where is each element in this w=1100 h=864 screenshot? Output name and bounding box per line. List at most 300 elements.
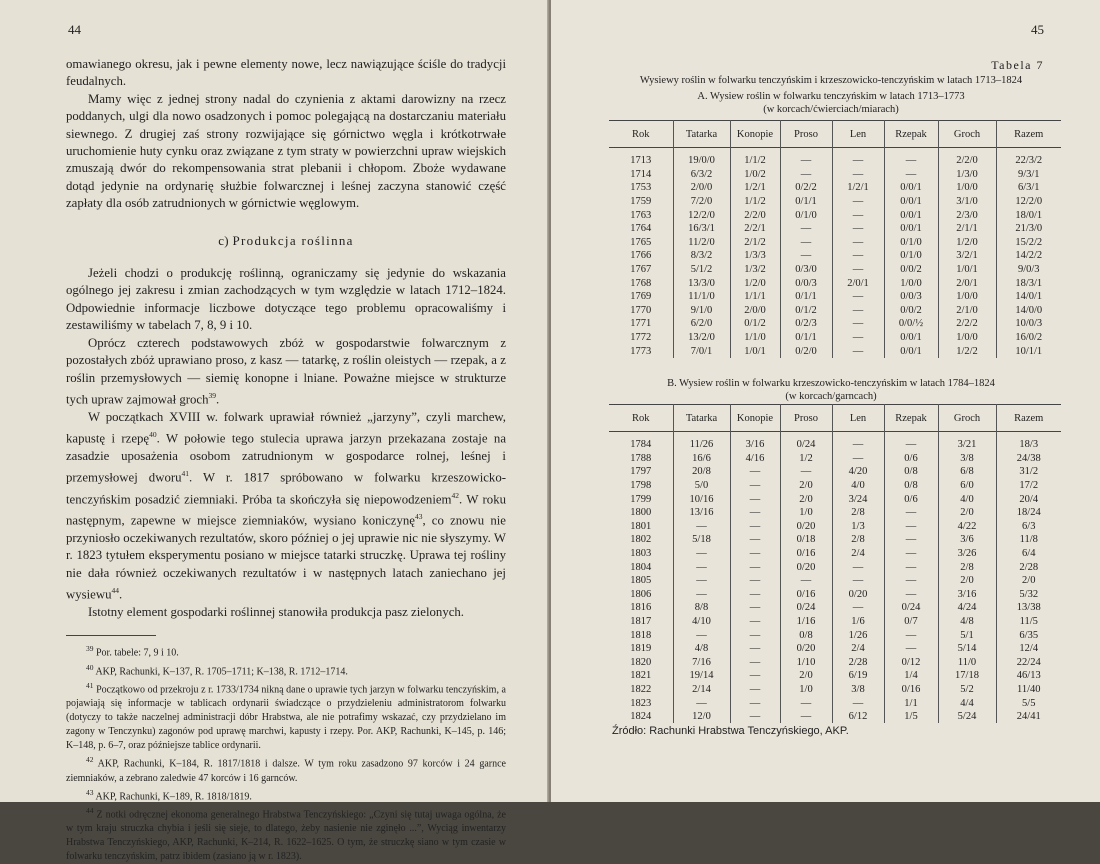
table-a-cell: 0/1/2 <box>730 317 780 331</box>
table-b-cell: — <box>884 533 938 547</box>
table-b-cell: 0/24 <box>780 432 832 452</box>
table-a-cell: 1/3/2 <box>730 263 780 277</box>
section-a-caption: A. Wysiew roślin w folwarku tenczyńskim w latach 1713–1773 <box>697 91 965 102</box>
table-b-cell: 11/26 <box>673 432 730 452</box>
table-b-cell: — <box>730 628 780 642</box>
table-a-cell: — <box>832 344 884 358</box>
table-b-cell: 18/3 <box>1019 439 1039 451</box>
table-a-cell: 1/2/1 <box>730 181 780 195</box>
table-a-cell: 0/0/2 <box>884 263 938 277</box>
table-row <box>609 290 1061 304</box>
table-a-cell: 1764 <box>609 222 673 236</box>
table-a-cell: 2/1/1 <box>938 222 996 236</box>
table-row <box>609 574 1061 588</box>
table-b-cell: 17/2 <box>1019 480 1039 492</box>
table-a-cell: — <box>832 317 884 331</box>
table-b-cell: 0/20 <box>780 560 832 574</box>
table-a-cell: — <box>884 148 938 168</box>
table-a-cell: 1769 <box>609 290 673 304</box>
table-a-cell: — <box>832 236 884 250</box>
table-a-cell: 6/3/1 <box>1017 182 1040 194</box>
table-b-cell: 13/16 <box>673 506 730 520</box>
table-b-cell: 6/35 <box>1019 629 1039 641</box>
table-b-cell: — <box>832 560 884 574</box>
table-b-cell: 1800 <box>609 506 673 520</box>
table-b-cell: 5/0 <box>673 479 730 493</box>
footnote-40: $^{40}$ AKP, Rachunki, K–137, R. 1705–1711; K–138, R. 1712–1714. <box>86 662 348 678</box>
table-b-cell: — <box>780 465 832 479</box>
table-row <box>609 560 1061 574</box>
table-a-cell: — <box>832 222 884 236</box>
table-a-cell: 15/2/2 <box>1015 236 1043 248</box>
table-row <box>609 222 1061 236</box>
paragraph-5-text-e: , co znowu nie przyniosło oczekiwanych rezultatów, skoro później o jej uprawie nic nie słyszymy. W r. 1823 tytułem eksperymentu posiano w miejsce tatarki struczkę. Uprawa tej rośliny nie dała również oczekiwanych rezultatów i w następnych latach zaniechano jej wysiewu <box>66 513 506 602</box>
paragraph-1: omawianego okresu, jak i pewne elementy nowe, lecz nawiązujące ściśle do tradycji feudalnych. <box>66 57 506 89</box>
table-a-cell: — <box>832 195 884 209</box>
table-a-cell: 6/3/2 <box>673 168 730 182</box>
table-a-header-6: Groch <box>938 121 996 148</box>
table-row <box>609 547 1061 561</box>
table-row <box>609 249 1061 263</box>
table-a-cell: 1/0/0 <box>938 290 996 304</box>
table-row <box>609 683 1061 697</box>
table-row <box>609 615 1061 629</box>
table-b-cell: 1798 <box>609 479 673 493</box>
table-b-cell: 1822 <box>609 683 673 697</box>
table-a-header-4: Len <box>832 121 884 148</box>
table-row <box>609 656 1061 670</box>
table-b-cell: — <box>673 560 730 574</box>
table-b-cell: 0/20 <box>780 520 832 534</box>
table-b-cell: 24/38 <box>1016 452 1041 464</box>
footnotes <box>66 642 506 864</box>
page-number-left: 44 <box>68 22 81 37</box>
table-row <box>609 710 1061 724</box>
table-a-cell: 6/2/0 <box>673 317 730 331</box>
table-a-cell: — <box>832 168 884 182</box>
table-b-cell: — <box>730 683 780 697</box>
table-a-cell: 2/0/0 <box>673 181 730 195</box>
table-b-cell: 11/5 <box>1019 616 1038 628</box>
table-row <box>609 506 1061 520</box>
table-a-cell: 14/0/0 <box>1015 304 1043 316</box>
table-b-cell: 0/16 <box>780 588 832 602</box>
table-b-header-6: Groch <box>938 405 996 432</box>
table-b-cell: 0/16 <box>884 683 938 697</box>
table-a-header-5: Rzepak <box>884 121 938 148</box>
table-b-cell: 0/7 <box>884 615 938 629</box>
table-b-cell: 1817 <box>609 615 673 629</box>
footnote-39: $^{39}$ Por. tabele: 7, 9 i 10. <box>86 644 179 659</box>
table-b-cell: — <box>673 574 730 588</box>
table-a-cell: 1/0/0 <box>938 181 996 195</box>
table-a-cell: 2/0/0 <box>730 304 780 318</box>
section-heading <box>66 232 506 249</box>
table-a-header-0: Rok <box>609 121 673 148</box>
table-b-cell: 13/38 <box>1016 602 1041 614</box>
table-a-header-7: Razem <box>1014 128 1044 140</box>
table-a-cell: 0/1/0 <box>884 236 938 250</box>
table-a-header-1: Tatarka <box>673 121 730 148</box>
footnote-ref-44: 44 <box>111 586 119 596</box>
table-b-cell: 31/2 <box>1019 466 1039 478</box>
table-b-cell: — <box>673 628 730 642</box>
table-a-cell: 1/2/1 <box>832 181 884 195</box>
table-a-cell: 10/0/3 <box>1015 318 1043 330</box>
table-a-cell: 1/2/0 <box>730 276 780 290</box>
table-row <box>609 520 1061 534</box>
table-row <box>609 642 1061 656</box>
table-b-cell: 2/8 <box>938 560 996 574</box>
left-page-text <box>66 56 506 864</box>
table-a-cell: 19/0/0 <box>673 148 730 168</box>
table-a-cell: 1/1/0 <box>730 331 780 345</box>
footnote-ref-39: 39 <box>208 390 216 400</box>
table-b-cell: 12/0 <box>673 710 730 724</box>
paragraph-5-text-b: . W połowie tego stulecia uprawa jarzyn przekazana zostaje na zasadzie uposażenia osobom zatrudnionym w gospodarce rolnej, leśnej i przemysłowej dworu <box>66 431 507 485</box>
table-row <box>609 148 1061 168</box>
table-a-cell: 0/1/1 <box>780 290 832 304</box>
table-b-cell: — <box>730 588 780 602</box>
table-row <box>609 601 1061 615</box>
table-b-cell: 4/24 <box>938 601 996 615</box>
table-b-cell: 1788 <box>609 452 673 466</box>
table-b-cell: 20/4 <box>1019 493 1039 505</box>
table-a-cell: 2/0/1 <box>832 276 884 290</box>
table-b-cell: 1801 <box>609 520 673 534</box>
footnote-ref-41: 41 <box>181 469 190 479</box>
table-a-cell: 13/3/0 <box>673 276 730 290</box>
table-a-cell: 0/2/3 <box>780 317 832 331</box>
table-b-cell: 1/10 <box>780 656 832 670</box>
table-row <box>609 669 1061 683</box>
section-b-caption: B. Wysiew roślin w folwarku krzeszowicko-tenczyńskim w latach 1784–1824 <box>667 378 995 389</box>
table-title: Wysiewy roślin w folwarku tenczyńskim i krzeszowicko-tenczyńskim w latach 1713–1824 <box>639 75 1023 86</box>
table-a-cell: — <box>780 148 832 168</box>
paragraph-5-text-c: . W r. 1817 spróbowano w folwarku krzeszowicko-tenczyńskim posadzić ziemniaki. Próba ta skończyła się niepowodzeniem <box>66 470 506 506</box>
table-b-cell: 6/4 <box>1022 548 1036 560</box>
table-b-cell: 0/8 <box>884 465 938 479</box>
table-b-cell: 0/6 <box>884 492 938 506</box>
table-b-cell: 3/16 <box>938 588 996 602</box>
table-b-cell: 2/8 <box>832 506 884 520</box>
footnote-ref-40: 40 <box>149 429 157 439</box>
table-b-cell: 1816 <box>609 601 673 615</box>
table-a-cell: 1/3/3 <box>730 249 780 263</box>
table-b-cell: 12/4 <box>1019 643 1039 655</box>
table-a-cell: 18/0/1 <box>1015 209 1043 221</box>
table-b-cell: — <box>673 588 730 602</box>
table-b-cell: — <box>730 479 780 493</box>
table-b-header-2: Konopie <box>730 405 780 432</box>
table-b-cell: 1802 <box>609 533 673 547</box>
table-b-cell: 2/28 <box>1019 561 1039 573</box>
table-b-cell: 19/14 <box>673 669 730 683</box>
footnote-41: $^{41}$ Początkowo od przekroju z r. 1733/1734 nikną dane o uprawie tych jarzyn w folwarku tenczyńskim, a pojawiają się informacje w tablicach ordynarii świadczące o przydzieleniu administratorom folwarku (dotyczy to także naczelnej administracji dóbr Hrabstwa, ale nie potrafimy wskazać, czy przydzielano im zagony w Tenczynku) zagonów pod uprawę marchwi, kapusty i rzepy. Por. AKP, Rachunki, K–145, p. 146; K–148, p. 6–7, oraz późniejsze tablice ordynarii. <box>66 681 506 752</box>
table-b-cell: 4/0 <box>938 492 996 506</box>
footnote-42: $^{42}$ AKP, Rachunki, K–184, R. 1817/1818 i dalsze. W tym roku zasadzono 97 korców i 24 garnce ziemniaków, a zebrano zaledwie 47 korców i 16 garnców. <box>66 755 506 784</box>
table-b-cell: 4/8 <box>673 642 730 656</box>
table-source: Źródło: Rachunki Hrabstwa Tenczyńskiego, AKP. <box>612 725 849 737</box>
table-a-cell: 8/3/2 <box>673 249 730 263</box>
table-b-cell: — <box>832 696 884 710</box>
section-heading-text: Produkcja roślinna <box>232 232 354 248</box>
table-b-cell: 46/13 <box>1016 670 1041 682</box>
table-b-cell: 2/0 <box>938 506 996 520</box>
table-a-cell: 9/0/3 <box>1017 264 1040 276</box>
table-a-cell: 1/0/0 <box>884 276 938 290</box>
table-b-cell: 1819 <box>609 642 673 656</box>
table-b-cell: 2/14 <box>673 683 730 697</box>
table-a-cell: — <box>780 249 832 263</box>
table-row <box>609 331 1061 345</box>
table-a-cell: 2/3/0 <box>938 208 996 222</box>
table-b-cell: 1821 <box>609 669 673 683</box>
table-a-cell: 0/1/2 <box>780 304 832 318</box>
table-b-cell: 4/4 <box>938 696 996 710</box>
table-b-cell: 5/18 <box>673 533 730 547</box>
table-row <box>609 276 1061 290</box>
table-a-cell: 1714 <box>609 168 673 182</box>
table-b-cell: 11/8 <box>1019 534 1038 546</box>
table-b-cell: 16/6 <box>673 452 730 466</box>
table-b-cell: 0/16 <box>780 547 832 561</box>
paragraph-6: Istotny element gospodarki roślinnej stanowiła produkcja pasz zielonych. <box>88 604 464 619</box>
table-b-cell: 6/3 <box>1022 520 1036 532</box>
table-b-cell: — <box>730 642 780 656</box>
table-b-cell: 0/20 <box>832 588 884 602</box>
table-a-cell: 0/0/1 <box>884 208 938 222</box>
table-b-cell: 1804 <box>609 560 673 574</box>
table-row <box>609 195 1061 209</box>
table-a-cell: 0/0/3 <box>884 290 938 304</box>
table-row <box>609 344 1061 358</box>
section-b-units: (w korcach/garncach) <box>785 391 877 402</box>
table-b-cell: 1797 <box>609 465 673 479</box>
table-b-header-0: Rok <box>609 405 673 432</box>
table-b-cell: 5/5 <box>1022 697 1036 709</box>
table-a-cell: — <box>832 290 884 304</box>
table-b-cell: 2/4 <box>832 547 884 561</box>
table-b-header-7: Razem <box>1014 412 1044 424</box>
footnote-44: $^{44}$ Z notki odręcznej ekonoma generalnego Hrabstwa Tenczyńskiego: „Czyni się tutaj uwaga ogólna, że w tym kraju struczka chybia i jeśli się sieje, to dlatego, żeby nasienie nie zginęło ...”, Wyciąg inwentarzy Hrabstwa Tenczyńskiego, AKP, Rachunki, K–214, R. 1622–1625. O tym, że struczkę siano w tym czasie w folwarku tenczyńskim, patrz ibidem (zasiano ją w r. 1823). <box>66 806 506 863</box>
table-a-cell: 0/0/1 <box>884 222 938 236</box>
table-row <box>609 208 1061 222</box>
table-a-cell: 9/1/0 <box>673 304 730 318</box>
section-a-units: (w korcach/ćwierciach/miarach) <box>763 104 899 115</box>
page-number-right: 45 <box>1031 22 1044 37</box>
table-a-cell: 1767 <box>609 263 673 277</box>
paragraph-5-end: . <box>119 587 123 602</box>
footnote-ref-42: 42 <box>451 490 460 500</box>
table-b-cell: 4/0 <box>832 479 884 493</box>
table-b-cell: 3/8 <box>832 683 884 697</box>
table-b-cell: — <box>730 656 780 670</box>
table-a-cell: — <box>832 331 884 345</box>
table-a-cell: 0/1/1 <box>780 331 832 345</box>
table-b-cell: 1/4 <box>884 669 938 683</box>
table-b-cell: 0/20 <box>780 642 832 656</box>
table-b-cell: 0/6 <box>884 452 938 466</box>
table-b-cell: 1/0 <box>780 506 832 520</box>
table-b-cell: — <box>730 492 780 506</box>
table-a-cell: 1771 <box>609 317 673 331</box>
table-b-cell: — <box>832 452 884 466</box>
table-row <box>609 452 1061 466</box>
table-a-cell: 0/2/0 <box>780 344 832 358</box>
table-b-cell: 0/24 <box>884 601 938 615</box>
right-page <box>551 0 1100 802</box>
table-b-cell: — <box>730 696 780 710</box>
paragraph-5-text-d: . W roku następnym, zapewne w miejsce ziemniaków, wysiano koniczynę <box>66 492 507 528</box>
table-a-cell: 1759 <box>609 195 673 209</box>
table-b-cell: 3/21 <box>938 432 996 452</box>
table-a-cell: 0/0/½ <box>884 317 938 331</box>
table-a-cell: — <box>832 304 884 318</box>
table-b-cell: 18/24 <box>1016 507 1041 519</box>
table-b-cell: 3/24 <box>832 492 884 506</box>
table-b-cell: 2/0 <box>780 492 832 506</box>
table-b-header-4: Len <box>832 405 884 432</box>
table-b-cell: — <box>780 710 832 724</box>
table-a-body <box>609 148 1061 358</box>
table-b-cell: 5/14 <box>938 642 996 656</box>
table-b-cell: — <box>730 574 780 588</box>
table-section-a <box>609 120 1061 358</box>
table-a-cell: 3/2/1 <box>938 249 996 263</box>
table-b-cell: 7/16 <box>673 656 730 670</box>
table-b-cell: 17/18 <box>938 669 996 683</box>
table-b-cell: 5/1 <box>938 628 996 642</box>
table-b-cell: 6/0 <box>938 479 996 493</box>
table-row <box>609 465 1061 479</box>
table-b-cell: — <box>730 520 780 534</box>
table-b-cell: — <box>730 533 780 547</box>
table-b-cell: 2/0 <box>780 479 832 493</box>
table-b-cell: 4/10 <box>673 615 730 629</box>
table-a-cell: 12/2/0 <box>1015 196 1043 208</box>
table-a-cell: 1713 <box>609 148 673 168</box>
table-a-cell: 1766 <box>609 249 673 263</box>
table-b-cell: — <box>884 506 938 520</box>
table-b-cell: — <box>673 696 730 710</box>
table-b-cell: — <box>832 574 884 588</box>
footnote-ref-43: 43 <box>414 512 423 522</box>
table-b-cell: 0/24 <box>780 601 832 615</box>
table-a-cell: 22/3/2 <box>1015 155 1043 167</box>
table-b-cell: 1/26 <box>832 628 884 642</box>
table-row <box>609 168 1061 182</box>
table-a-cell: 0/1/0 <box>884 249 938 263</box>
table-a-cell: — <box>832 148 884 168</box>
table-b-cell: 2/0 <box>938 574 996 588</box>
table-a-cell: 3/1/0 <box>938 195 996 209</box>
table-b-cell: 1/16 <box>780 615 832 629</box>
table-a-cell: 2/1/2 <box>730 236 780 250</box>
table-b-cell: 1799 <box>609 492 673 506</box>
table-a-cell: — <box>780 168 832 182</box>
table-a-header-3: Proso <box>780 121 832 148</box>
table-a-cell: 7/0/1 <box>673 344 730 358</box>
table-b-cell: — <box>730 465 780 479</box>
table-a-cell: 1/0/2 <box>730 168 780 182</box>
table-a-cell: 11/2/0 <box>673 236 730 250</box>
left-page <box>0 0 549 863</box>
table-b-cell: — <box>730 615 780 629</box>
table-row <box>609 588 1061 602</box>
table-b-cell: 0/8 <box>884 479 938 493</box>
table-a-cell: — <box>884 168 938 182</box>
table-row <box>609 317 1061 331</box>
table-b-cell: 1/3 <box>832 520 884 534</box>
table-b-cell: 1/1 <box>884 696 938 710</box>
table-b-cell: 1820 <box>609 656 673 670</box>
table-b-cell: 1784 <box>609 432 673 452</box>
table-b-cell: — <box>884 628 938 642</box>
table-a-cell: 11/1/0 <box>673 290 730 304</box>
table-b-cell: 1806 <box>609 588 673 602</box>
table-row <box>609 479 1061 493</box>
table-a-cell: — <box>832 208 884 222</box>
table-a-cell: — <box>780 236 832 250</box>
paragraph-5 <box>66 409 506 604</box>
table-b-cell: — <box>730 669 780 683</box>
table-b-cell: — <box>673 520 730 534</box>
table-b-cell: 2/4 <box>832 642 884 656</box>
table-a-cell: 0/0/1 <box>884 331 938 345</box>
table-a-cell: 16/3/1 <box>673 222 730 236</box>
table-b-cell: — <box>730 601 780 615</box>
table-b-cell: 1823 <box>609 696 673 710</box>
table-b-cell: — <box>884 520 938 534</box>
table-a-cell: 2/2/2 <box>938 317 996 331</box>
table-b-cell: 1818 <box>609 628 673 642</box>
table-a-cell: 0/2/2 <box>780 181 832 195</box>
table-a-cell: 1765 <box>609 236 673 250</box>
section-heading-prefix: c) <box>218 232 229 248</box>
table-b-cell: — <box>673 547 730 561</box>
table-b-cell: 1/5 <box>884 710 938 724</box>
table-b-cell: — <box>884 588 938 602</box>
table-a-cell: 1/1/2 <box>730 195 780 209</box>
table-row <box>609 432 1061 452</box>
table-b-header-5: Rzepak <box>884 405 938 432</box>
table-row <box>609 628 1061 642</box>
table-a-cell: 0/0/1 <box>884 195 938 209</box>
table-a-cell: 21/3/0 <box>1015 223 1043 235</box>
paragraph-4 <box>66 335 506 409</box>
paragraph-4-end: . <box>216 392 220 407</box>
table-b-cell: 2/28 <box>832 656 884 670</box>
table-a-cell: 1/1/1 <box>730 290 780 304</box>
table-section-b <box>609 404 1061 723</box>
table-row <box>609 533 1061 547</box>
table-a-cell: 5/1/2 <box>673 263 730 277</box>
table-b-cell: 1805 <box>609 574 673 588</box>
table-b-cell: 1824 <box>609 710 673 724</box>
table-a-cell: 1768 <box>609 276 673 290</box>
table-b-cell: 2/0 <box>780 669 832 683</box>
table-a-cell: 14/0/1 <box>1015 291 1043 303</box>
table-label: Tabela 7 <box>991 58 1044 72</box>
table-b-cell: — <box>730 710 780 724</box>
table-b-cell: 0/18 <box>780 533 832 547</box>
table-row <box>609 263 1061 277</box>
table-a-cell: 1770 <box>609 304 673 318</box>
table-b-cell: 1803 <box>609 547 673 561</box>
table-b-body <box>609 432 1061 724</box>
table-a-cell: 0/1/1 <box>780 195 832 209</box>
